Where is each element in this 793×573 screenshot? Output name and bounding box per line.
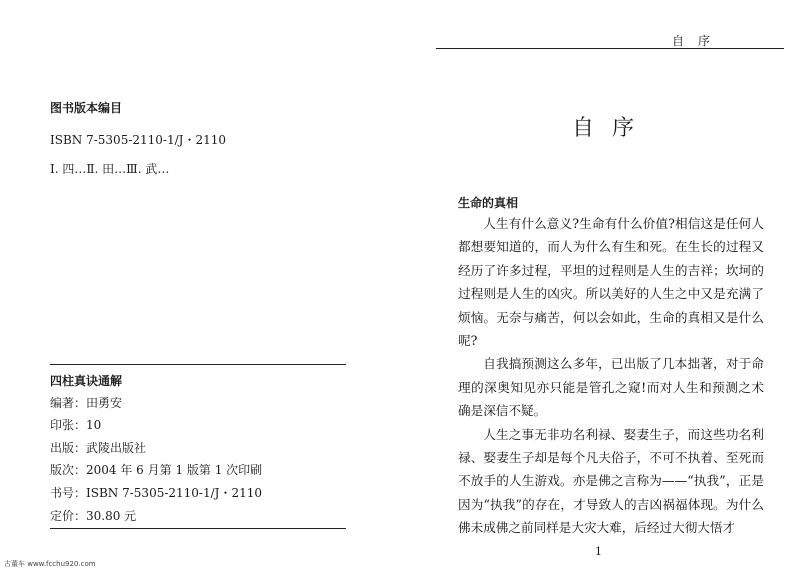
info-value: ISBN 7-5305-2110-1/J・2110 <box>86 486 263 500</box>
info-label: 定价： <box>50 509 87 523</box>
info-row-isbn <box>50 484 262 501</box>
right-page-preface <box>396 0 793 573</box>
info-value: 2004 年 6 月第 1 版第 1 次印刷 <box>86 463 263 477</box>
paragraph: 人生之事无非功名利禄、娶妻生子，而这些功名利禄、娶妻生子却是每个凡夫俗子，不可不执着、至死而不放手的人生游戏。亦是佛之言称为——“执我”，正是因为“执我”的存在，才导致人的吉凶祸福体现。为什么佛未成佛之前同样是大灾大难，后经过大彻大悟才 <box>458 426 764 536</box>
divider-bottom <box>50 528 346 529</box>
info-label: 书号： <box>50 486 87 500</box>
footer-website: 古董车 www.fcchu920.com <box>4 560 96 568</box>
left-page-copyright <box>0 0 396 573</box>
cip-isbn: ISBN 7-5305-2110-1/J・2110 <box>50 133 226 147</box>
info-row-price <box>50 507 136 524</box>
info-value: 10 <box>86 418 102 432</box>
page-number: 1 <box>595 545 602 558</box>
info-label: 印张： <box>50 418 87 432</box>
info-label: 版次： <box>50 463 87 477</box>
divider-top <box>50 364 346 365</box>
chapter-title: 自序 <box>572 116 653 141</box>
info-row-sheets <box>50 416 101 433</box>
paragraph: 人生有什么意义?生命有什么价值?相信这是任何人都想要知道的，而人为什么有生和死。在生长的过程又经历了许多过程，平坦的过程则是人生的吉祥；坎坷的过程则是人生的凶灾。所以美好的人生之中又是充满了烦恼。无奈与痛苦，何以会如此，生命的真相又是什么呢? <box>458 216 764 349</box>
cip-title: 图书版本编目 <box>50 101 123 115</box>
header-rule <box>436 48 784 49</box>
info-row-editor <box>50 394 122 411</box>
section-heading: 生命的真相 <box>458 196 519 210</box>
cip-classification: Ⅰ. 四…Ⅱ. 田…Ⅲ. 武… <box>50 162 170 176</box>
info-value: 30.80 元 <box>86 509 137 523</box>
info-value: 武陵出版社 <box>86 441 147 455</box>
preface-body <box>458 212 764 540</box>
info-row-edition <box>50 461 262 478</box>
info-value: 田勇安 <box>86 396 123 410</box>
running-header: 自序 <box>672 34 725 48</box>
info-label: 编著： <box>50 396 87 410</box>
info-row-publisher <box>50 439 146 456</box>
book-title: 四柱真诀通解 <box>50 374 123 388</box>
info-label: 出版： <box>50 441 87 455</box>
paragraph: 自我搞预测这么多年，已出版了几本拙著，对于命理的深奥知见亦只能是管孔之窥!而对人生和预测之术确是深信不疑。 <box>458 356 764 419</box>
